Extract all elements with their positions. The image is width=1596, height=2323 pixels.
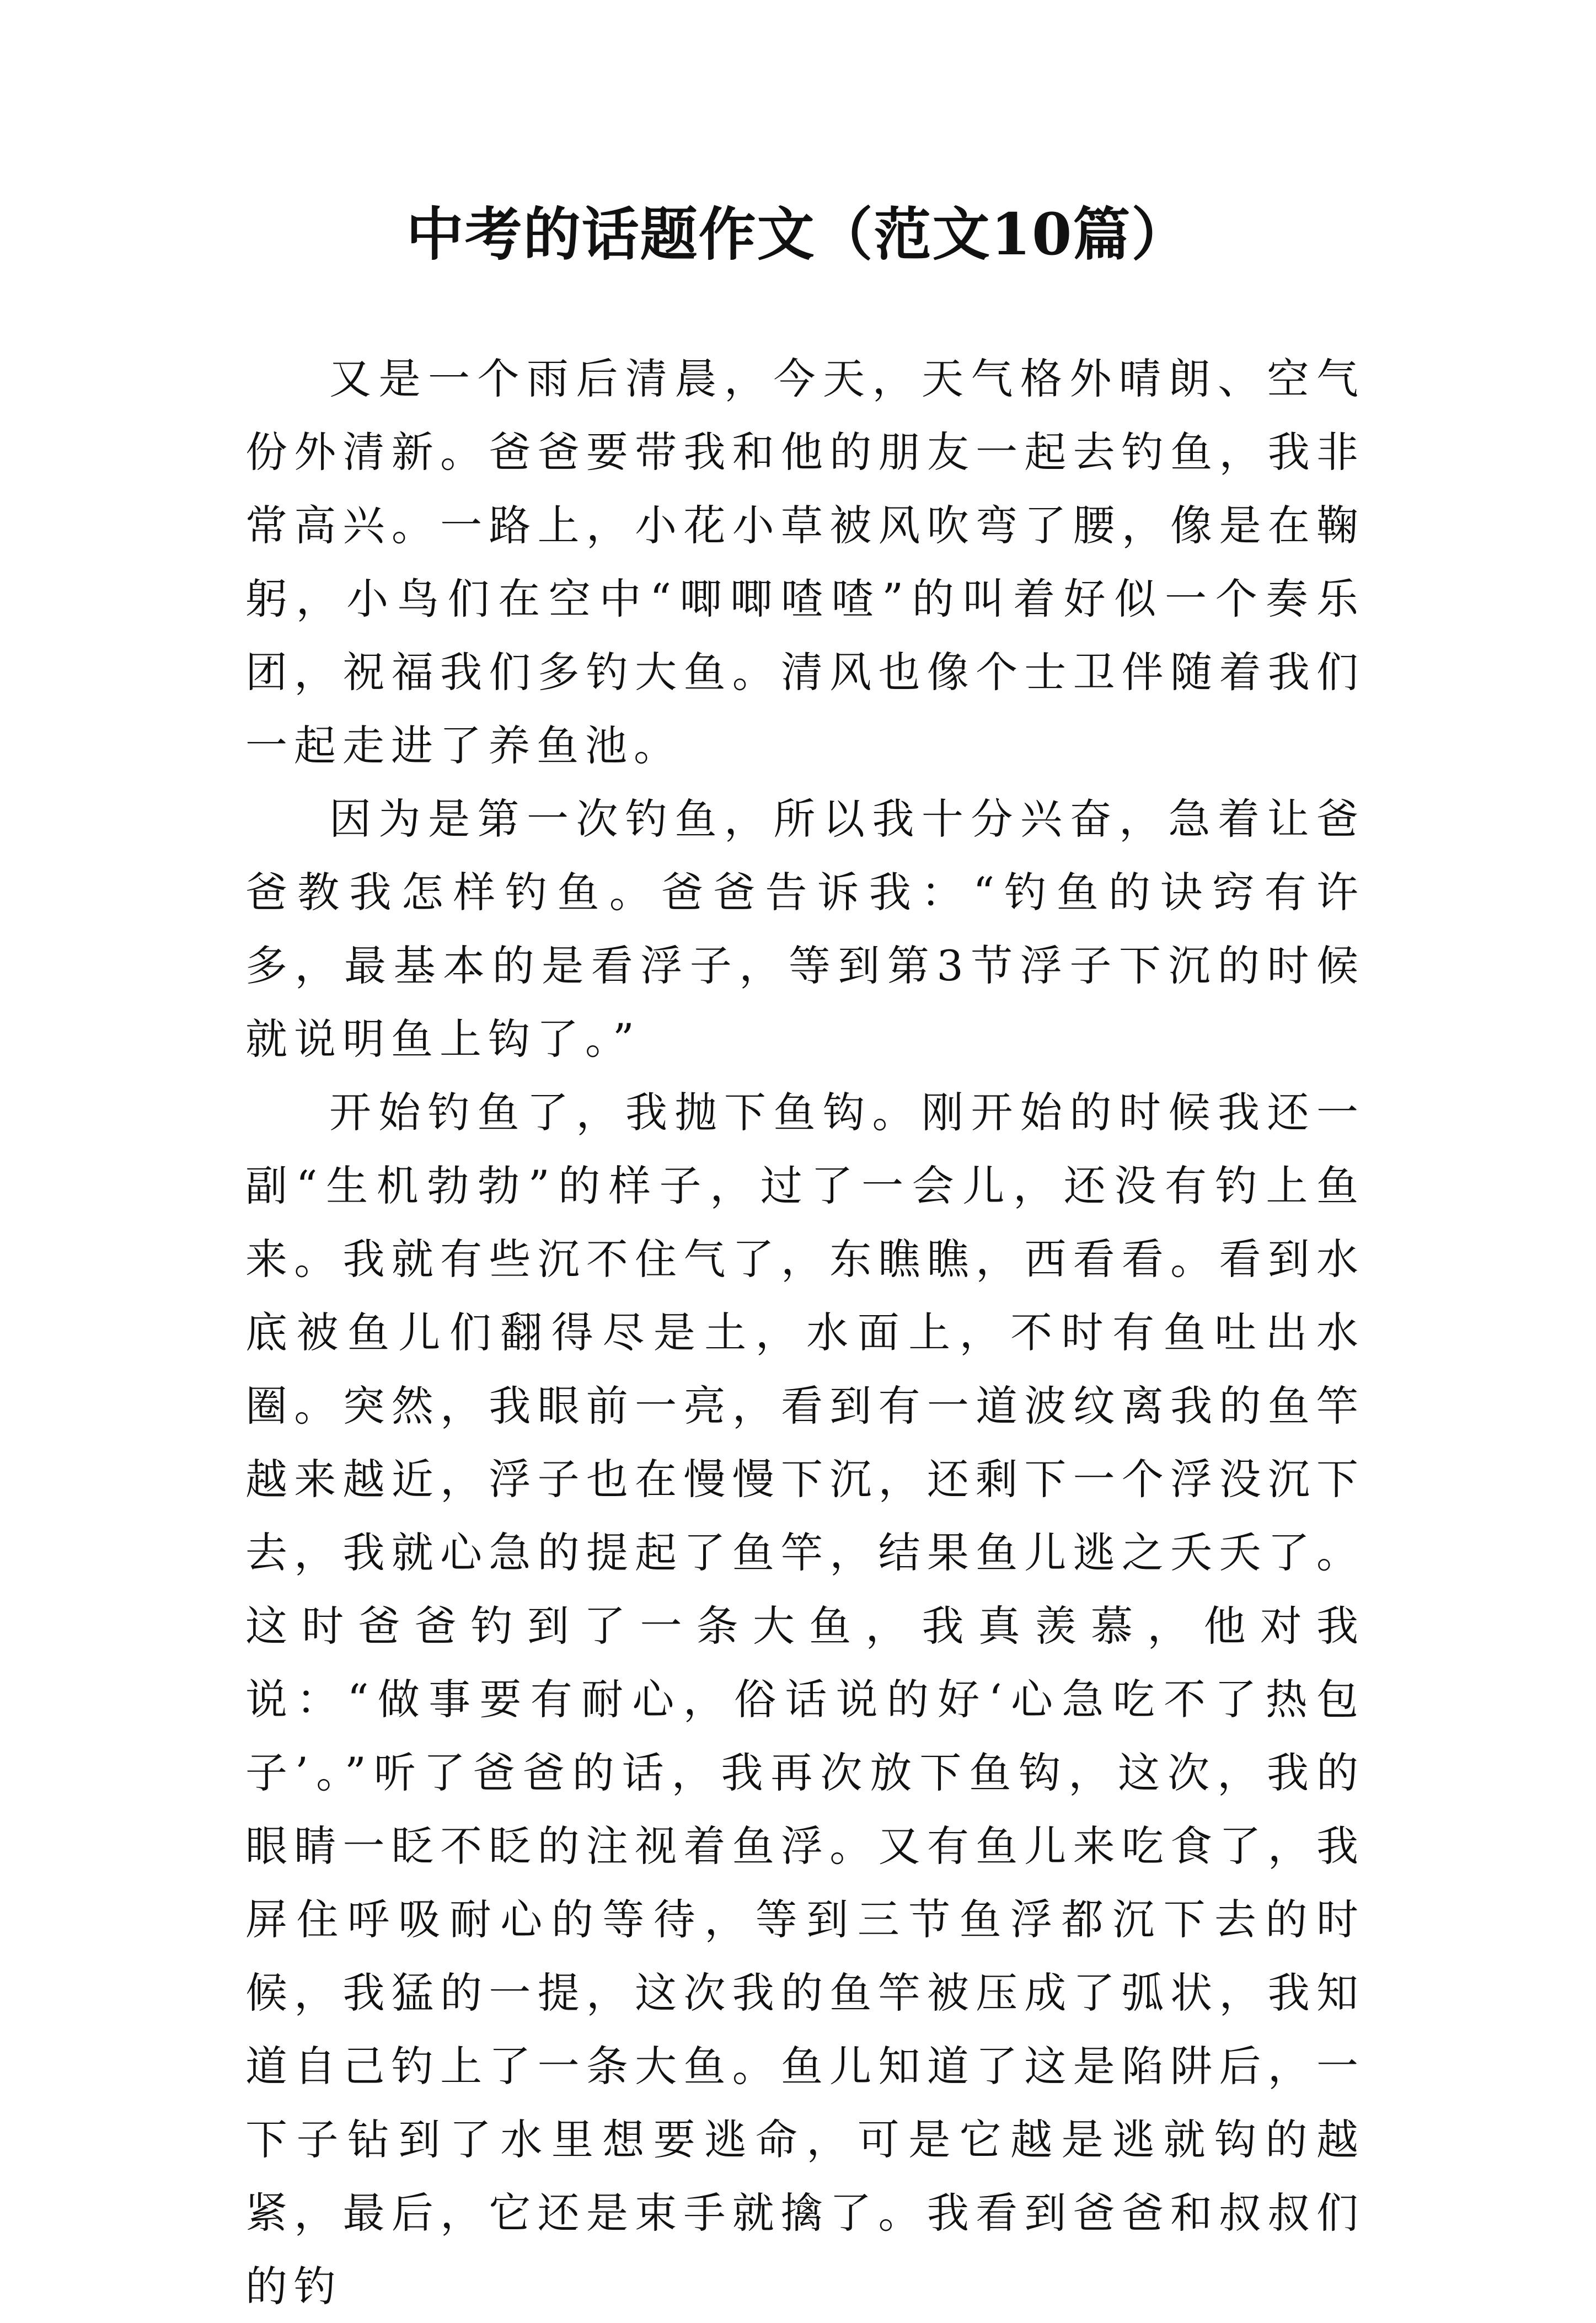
document-title: 中考的话题作文（范文10篇）	[406, 200, 1190, 268]
paragraph-2: 因为是第一次钓鱼，所以我十分兴奋，急着让爸爸教我怎样钓鱼。爸爸告诉我：“钓鱼的诀窍有许多，最基本的是看浮子，等到第3节浮子下沉的时候就说明鱼上钩了。”	[245, 794, 1365, 1064]
document-body	[245, 342, 1365, 2323]
paragraph-1: 又是一个雨后清晨，今天，天气格外晴朗、空气份外清新。爸爸要带我和他的朋友一起去钓鱼，我非常高兴。一路上，小花小草被风吹弯了腰，像是在鞠躬，小鸟们在空中“唧唧喳喳”的叫着好似一个奏乐团，祝福我们多钓大鱼。清风也像个士卫伴随着我们一起走进了养鱼池。	[245, 354, 1365, 770]
paragraph-3: 开始钓鱼了，我抛下鱼钩。刚开始的时候我还一副“生机勃勃”的样子，过了一会儿，还没有钓上鱼来。我就有些沉不住气了，东瞧瞧，西看看。看到水底被鱼儿们翻得尽是土，水面上，不时有鱼吐出水圈。突然，我眼前一亮，看到有一道波纹离我的鱼竿越来越近，浮子也在慢慢下沉，还剩下一个浮没沉下去，我就心急的提起了鱼竿，结果鱼儿逃之夭夭了。这时爸爸钓到了一条大鱼，我真羡慕，他对我说：“做事要有耐心，俗话说的好‘心急吃不了热包子’。”听了爸爸的话，我再次放下鱼钩，这次，我的眼睛一眨不眨的注视着鱼浮。又有鱼儿来吃食了，我屏住呼吸耐心的等待，等到三节鱼浮都沉下去的时候，我猛的一提，这次我的鱼竿被压成了弧状，我知道自己钓上了一条大鱼。鱼儿知道了这是陷阱后，一下子钻到了水里想要逃命，可是它越是逃就钩的越紧，最后，它还是束手就擒了。我看到爸爸和叔叔们的钓	[245, 1088, 1365, 2311]
